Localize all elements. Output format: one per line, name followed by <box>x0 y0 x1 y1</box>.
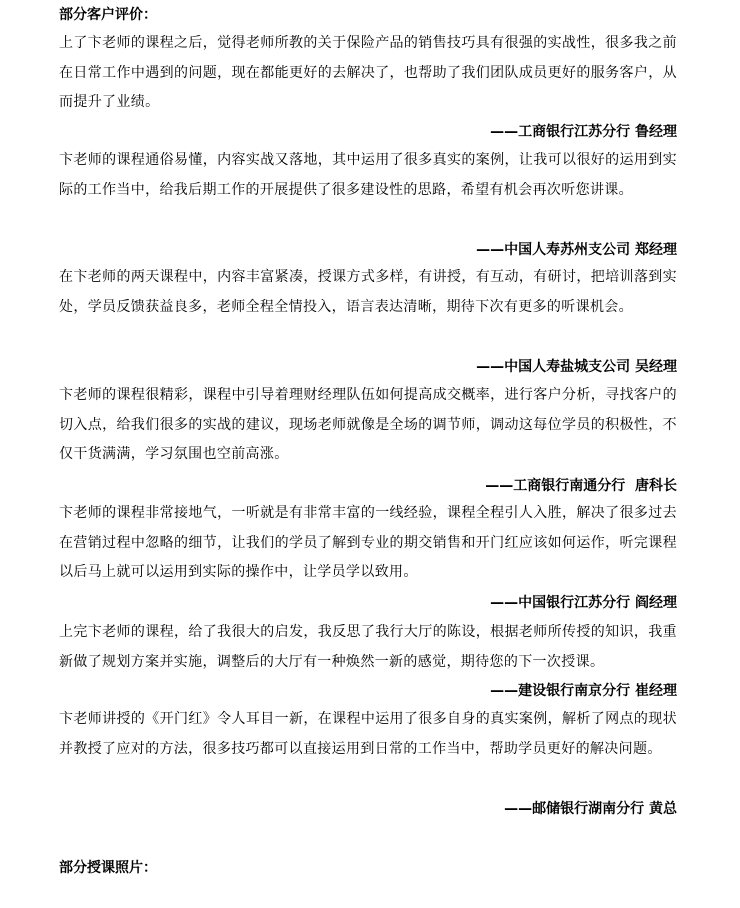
review-signature: ——建设银行南京分行 崔经理 <box>490 683 677 699</box>
photos-section-title: 部分授课照片： <box>59 860 157 876</box>
reviews-section-title: 部分客户评价： <box>59 7 157 23</box>
review-text: 卞老师的课程通俗易懂，内容实战又落地，其中运用了很多真实的案例，让我可以很好的运用到实际的工作当中，给我后期工作的开展提供了很多建设性的思路，希望有机会再次听您讲课。 <box>59 152 677 198</box>
review-1 <box>59 29 677 118</box>
review-7 <box>59 705 677 764</box>
review-signature: ——工商银行南通分行 唐科长 <box>485 478 677 494</box>
review-text: 卞老师的课程很精彩，课程中引导着理财经理队伍如何提高成交概率，进行客户分析，寻找客户的切入点，给我们很多的实战的建议，现场老师就像是全场的调节师，调动这每位学员的积极性，不仅干货满满，学习氛围也空前高涨。 <box>59 387 677 462</box>
review-text: 卞老师的课程非常接地气，一听就是有非常丰富的一线经验，课程全程引人入胜，解决了很多过去在营销过程中忽略的细节，让我们的学员了解到专业的期交销售和开门红应该如何运作，听完课程以后马上就可以运用到实际的操作中，让学员学以致用。 <box>59 505 677 580</box>
review-text: 上完卞老师的课程，给了我很大的启发，我反思了我行大厅的陈设，根据老师所传授的知识，我重新做了规划方案并实施，调整后的大厅有一种焕然一新的感觉，期待您的下一次授课。 <box>59 624 677 670</box>
review-signature: ——邮储银行湖南分行 黄总 <box>504 801 677 817</box>
review-text: 上了卞老师的课程之后，觉得老师所教的关于保险产品的销售技巧具有很强的实战性，很多我之前在日常工作中遇到的问题，现在都能更好的去解决了，也帮助了我们团队成员更好的服务客户，从而提升了业绩。 <box>59 35 677 110</box>
review-text: 在卞老师的两天课程中，内容丰富紧凑，授课方式多样，有讲授，有互动，有研讨，把培训落到实处，学员反馈获益良多，老师全程全情投入，语言表达清晰，期待下次有更多的听课机会。 <box>59 269 677 315</box>
review-4 <box>59 381 677 470</box>
review-2 <box>59 146 677 205</box>
review-signature: ——中国人寿苏州支公司 郑经理 <box>476 242 677 258</box>
review-signature: ——工商银行江苏分行 鲁经理 <box>490 124 677 140</box>
review-5 <box>59 499 677 588</box>
review-signature: ——中国人寿盐城支公司 吴经理 <box>476 359 677 375</box>
review-6 <box>59 618 677 677</box>
review-3 <box>59 263 677 322</box>
review-text: 卞老师讲授的《开门红》令人耳目一新，在课程中运用了很多自身的真实案例，解析了网点的现状并教授了应对的方法，很多技巧都可以直接运用到日常的工作当中，帮助学员更好的解决问题。 <box>59 711 677 757</box>
review-signature: ——中国银行江苏分行 阎经理 <box>490 595 677 611</box>
